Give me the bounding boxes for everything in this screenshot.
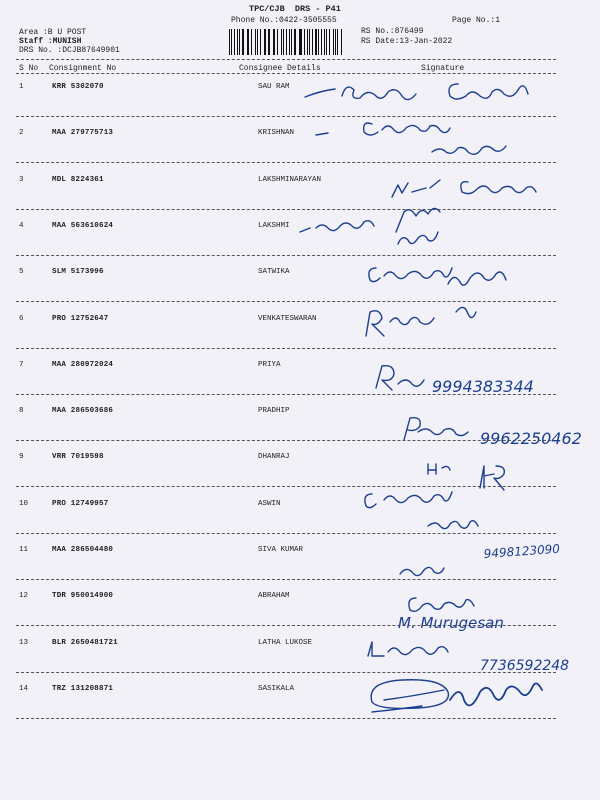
barcode-bar	[321, 29, 322, 55]
row-consignee: SIVA KUMAR	[258, 546, 304, 554]
barcode-bar	[251, 29, 252, 55]
row-sno: 12	[19, 592, 29, 600]
row-consignee: PRIYA	[258, 361, 281, 369]
divider	[16, 533, 556, 534]
signature-scribble	[305, 84, 528, 100]
header-rs-date: RS Date:13-Jan-2022	[361, 37, 453, 46]
barcode-bar	[273, 29, 274, 55]
row-sno: 11	[19, 546, 29, 554]
column-sno: S No	[19, 64, 39, 73]
barcode-bar	[289, 29, 290, 55]
divider	[16, 59, 556, 60]
row-consignment-no: TDR 950014900	[52, 592, 114, 600]
header-rs-no: RS No.:876499	[361, 27, 424, 36]
barcode-bar	[304, 29, 305, 55]
signature-scribble	[368, 642, 448, 656]
row-sno: 8	[19, 407, 24, 415]
header-page-no: Page No.:1	[452, 16, 501, 25]
header-office-code: TPC/CJB DRS - P41	[249, 4, 341, 14]
barcode-bar	[237, 29, 238, 55]
row-consignee: LAKSHMI	[258, 222, 290, 230]
signature-scribble	[365, 492, 452, 508]
handwritten-phone: 9994383344	[432, 377, 534, 396]
row-consignment-no: MAA 286504480	[52, 546, 114, 554]
row-consignment-no: BLR 2650481721	[52, 639, 118, 647]
row-consignee: ASWIN	[258, 500, 281, 508]
row-consignee: VENKATESWARAN	[258, 315, 317, 323]
barcode-bar	[337, 29, 338, 55]
barcode-bar	[341, 29, 342, 55]
barcode-bar	[260, 29, 261, 55]
barcode-bar	[333, 29, 334, 55]
header-area: Area :B U POST	[19, 28, 87, 37]
handwritten-phone: 9962250462	[480, 429, 582, 448]
row-consignment-no: MDL 8224361	[52, 176, 104, 184]
divider	[16, 440, 556, 441]
signature-scribble	[409, 598, 474, 611]
divider	[16, 116, 556, 117]
signature-scribble	[371, 680, 448, 712]
barcode-bar	[307, 29, 308, 55]
handwritten-phone: 7736592248	[480, 658, 570, 674]
header-staff: Staff :MUNISH	[19, 37, 82, 46]
barcode-bar	[283, 29, 284, 55]
row-consignment-no: MAA 286503686	[52, 407, 114, 415]
row-sno: 3	[19, 176, 24, 184]
barcode-bar	[318, 29, 319, 55]
signature-scribble	[376, 366, 424, 390]
row-consignment-no: MAA 563610624	[52, 222, 114, 230]
handwritten-phone: 9498123090	[483, 541, 561, 561]
barcode-bar	[299, 29, 300, 55]
barcode-bar	[265, 29, 266, 55]
row-sno: 4	[19, 222, 24, 230]
barcode-bar	[231, 29, 232, 55]
row-consignment-no: SLM 5173996	[52, 268, 104, 276]
row-consignment-no: VRR 7019598	[52, 453, 104, 461]
row-consignment-no: PRO 12749957	[52, 500, 109, 508]
divider	[16, 718, 556, 719]
barcode-bar	[286, 29, 287, 55]
barcode	[229, 29, 343, 55]
signature-scribble	[369, 268, 506, 285]
barcode-bar	[309, 29, 310, 55]
row-sno: 7	[19, 361, 24, 369]
row-consignment-no: MAA 279775713	[52, 129, 114, 137]
row-sno: 5	[19, 268, 24, 276]
divider	[16, 579, 556, 580]
row-sno: 1	[19, 83, 24, 91]
barcode-bar	[242, 29, 244, 55]
barcode-bar	[324, 29, 325, 55]
barcode-bar	[291, 29, 292, 55]
column-signature: Signature	[421, 64, 465, 73]
row-sno: 13	[19, 639, 29, 647]
barcode-bar	[234, 29, 235, 55]
barcode-bar	[247, 29, 248, 55]
barcode-bar	[229, 29, 230, 55]
row-consignee: SAU RAM	[258, 83, 290, 91]
row-consignee: ABRAHAM	[258, 592, 290, 600]
signature-scribble	[316, 123, 450, 135]
divider	[16, 394, 556, 395]
divider	[16, 348, 556, 349]
barcode-bar	[255, 29, 256, 55]
header-phone: Phone No.:0422-3505555	[231, 16, 337, 25]
divider	[16, 625, 556, 626]
divider	[16, 486, 556, 487]
row-consignee: PRADHIP	[258, 407, 290, 415]
barcode-bar	[239, 29, 240, 55]
divider	[16, 301, 556, 302]
row-consignment-no: PRO 12752647	[52, 315, 109, 323]
row-sno: 10	[19, 500, 29, 508]
row-sno: 14	[19, 685, 29, 693]
signature-scribble	[366, 307, 476, 336]
barcode-bar	[257, 29, 258, 55]
barcode-bar	[294, 29, 296, 55]
barcode-bar	[248, 29, 249, 55]
divider	[16, 162, 556, 163]
barcode-bar	[335, 29, 336, 55]
divider	[16, 209, 556, 210]
barcode-bar	[300, 29, 301, 55]
divider	[16, 672, 556, 673]
barcode-bar	[312, 29, 313, 55]
row-consignee: LATHA LUKOSE	[258, 639, 313, 647]
signature-scribble	[400, 521, 478, 576]
row-consignee: KRISHNAN	[258, 129, 295, 137]
row-sno: 2	[19, 129, 24, 137]
column-consignee: Consignee Details	[239, 64, 321, 73]
barcode-bar	[277, 29, 278, 55]
row-consignment-no: KRR 5302070	[52, 83, 104, 91]
barcode-bar	[281, 29, 282, 55]
row-consignee: LAKSHMINARAYAN	[258, 176, 322, 184]
divider	[16, 73, 556, 74]
row-sno: 6	[19, 315, 24, 323]
barcode-bar	[274, 29, 275, 55]
barcode-bar	[326, 29, 327, 55]
header-drs-no: DRS No. :DCJB87649901	[19, 46, 120, 55]
barcode-bar	[315, 29, 317, 55]
barcode-bar	[264, 29, 265, 55]
signature-scribble	[450, 683, 542, 705]
row-consignment-no: MAA 280972024	[52, 361, 114, 369]
signature-scribble	[300, 208, 440, 244]
row-consignment-no: TRZ 131208871	[52, 685, 114, 693]
row-sno: 9	[19, 453, 24, 461]
signature-scribble	[392, 146, 536, 197]
barcode-bar	[329, 29, 330, 55]
handwritten-name: M. Murugesan	[398, 614, 504, 632]
barcode-bar	[268, 29, 270, 55]
row-consignee: SASIKALA	[258, 685, 295, 693]
row-consignee: DHANRAJ	[258, 453, 290, 461]
signature-scribble	[404, 418, 468, 440]
row-consignee: SATWIKA	[258, 268, 290, 276]
column-consignment: Consignment No	[49, 64, 117, 73]
divider	[16, 255, 556, 256]
